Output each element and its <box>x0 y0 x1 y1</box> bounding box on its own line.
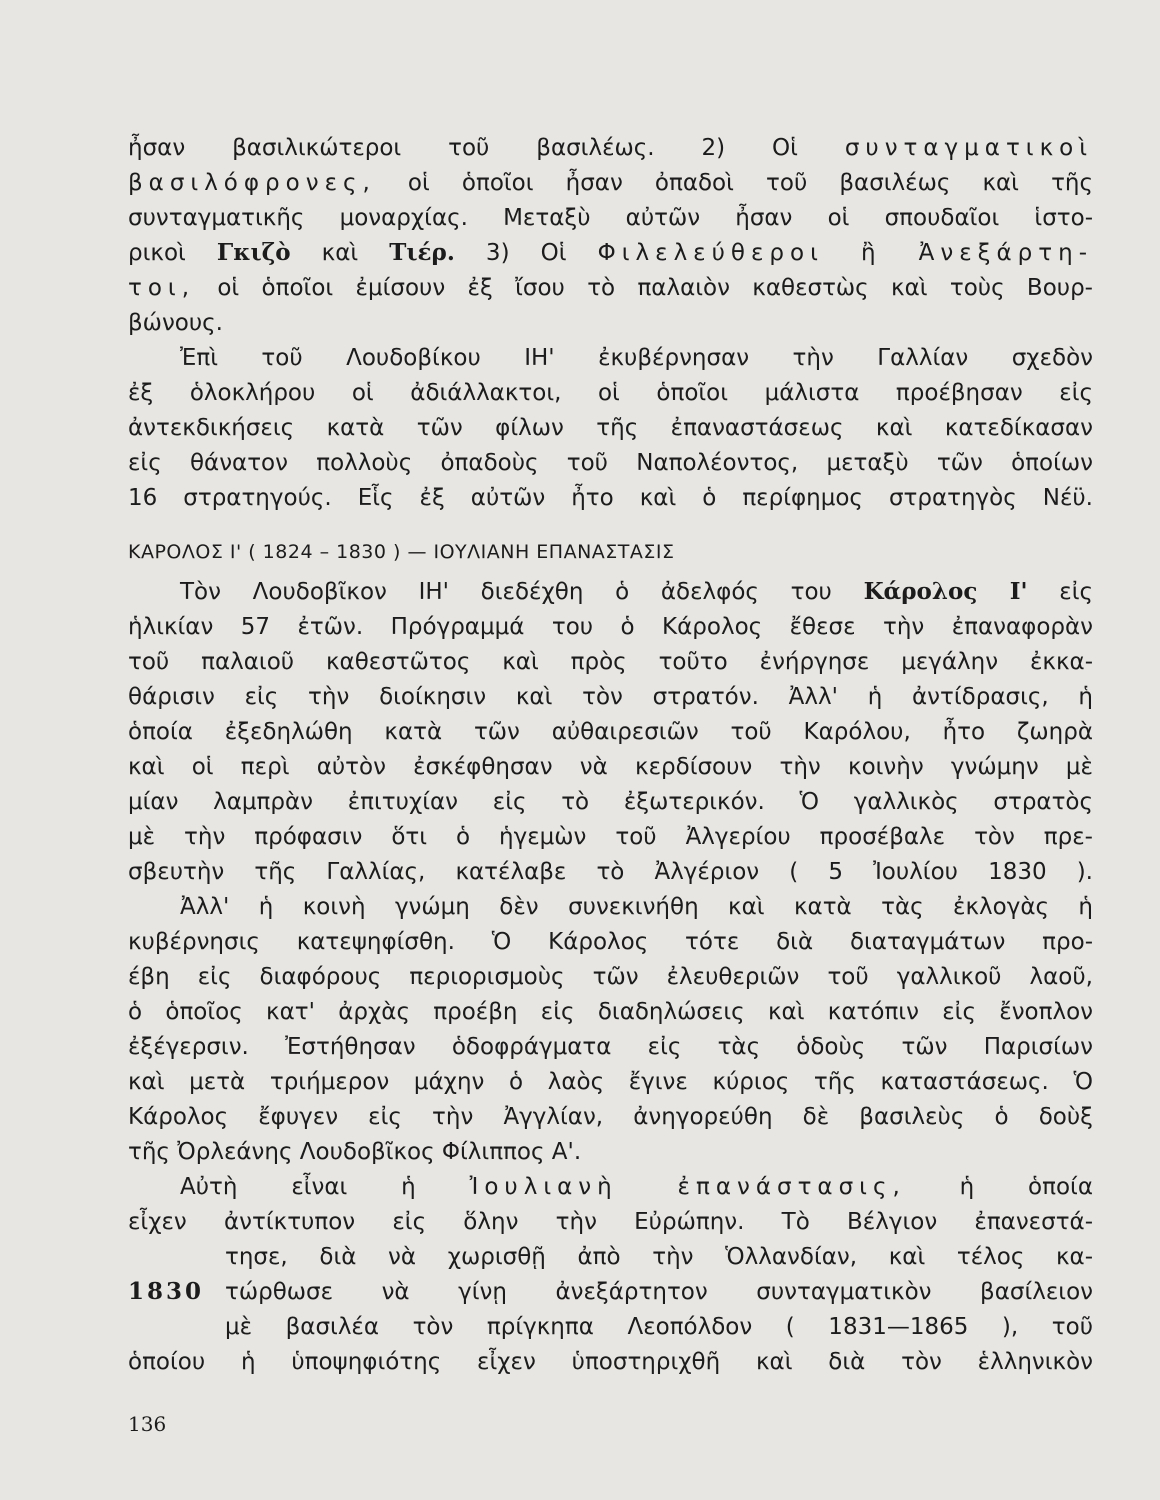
bold-name: Γκιζὸ <box>216 239 291 266</box>
text-line: τῆς Ὀρλεάνης Λουδοβῖκος Φίλιππος Α'. <box>128 1139 582 1165</box>
text-run: οἱ ὁποῖοι ἦσαν ὀπαδοὶ τοῦ βασιλέως καὶ τῆς <box>375 170 1093 196</box>
text-line: καὶ μετὰ τριήμερον μάχην ὁ λαὸς ἔγινε κύριος τῆς καταστάσεως. Ὁ <box>128 1069 1093 1095</box>
text-run: οἱ ὁποῖοι ἐμίσουν ἐξ ἴσου τὸ παλαιὸν καθεστὼς καὶ τοὺς Βουρ- <box>195 275 1093 301</box>
text-line: κυβέρνησις κατεψηφίσθη. Ὁ Κάρολος τότε διὰ διαταγμάτων προ- <box>128 929 1093 955</box>
text-line: τώρθωσε νὰ γίνῃ ἀνεξάρτητον συνταγματικὸν βασίλειον <box>225 1279 1093 1305</box>
text-line <box>128 233 1093 273</box>
text-line: ὁ ὁποῖος κατ' ἀρχὰς προέβη εἰς διαδηλώσεις καὶ κατόπιν εἰς ἔνοπλον <box>128 999 1093 1025</box>
text-line: βώνους. <box>128 310 223 336</box>
text-line: έβη εἰς διαφόρους περιορισμοὺς τῶν ἐλευθεριῶν τοῦ γαλλικοῦ λαοῦ, <box>128 964 1093 990</box>
text-run: καὶ <box>290 240 390 266</box>
text-line: εἶχεν ἀντίκτυπον εἰς ὅλην τὴν Εὐρώπην. Τὸ Βέλγιον ἐπανεστά- <box>128 1209 1093 1235</box>
text-line: συνταγματικῆς μοναρχίας. Μεταξὺ αὐτῶν ἦσαν οἱ σπουδαῖοι ἱστο- <box>128 205 1093 231</box>
text-run: ρικοὶ <box>128 240 217 266</box>
text-line: μὲ βασιλέα τὸν πρίγκηπα Λεοπόλδον ( 1831—1865 ), τοῦ <box>225 1314 1093 1340</box>
spaced-term: Ἰουλιανὴ ἐπανάστασις, <box>469 1174 906 1200</box>
text-run: ἦσαν βασιλικώτεροι τοῦ βασιλέως. 2) Οἱ <box>128 135 845 161</box>
text-line: Κάρολος ἔφυγεν εἰς τὴν Ἀγγλίαν, ἀνηγορεύθη δὲ βασιλεὺς ὁ δοὺξ <box>128 1104 1093 1130</box>
section-heading: ΚΑΡΟΛΟΣ Ι' ( 1824 – 1830 ) — ΙΟΥΛΙΑΝΗ ΕΠΑΝΑΣΤΑΣΙΣ <box>128 541 675 563</box>
page-number: 136 <box>128 1412 167 1436</box>
spaced-term: βασιλόφρονες, <box>128 170 376 196</box>
text-line: ἐξ ὁλοκλήρου οἱ ἀδιάλλακτοι, οἱ ὁποῖοι μάλιστα προέβησαν εἰς <box>128 380 1093 406</box>
text-line: τοῦ παλαιοῦ καθεστῶτος καὶ πρὸς τοῦτο ἐνήργησε μεγάλην ἐκκα- <box>128 649 1093 675</box>
text-line: Ἀλλ' ἡ κοινὴ γνώμη δὲν συνεκινήθη καὶ κατὰ τὰς ἐκλογὰς ἡ <box>180 894 1093 920</box>
text-line: Ἐπὶ τοῦ Λουδοβίκου ΙΗ' ἐκυβέρνησαν τὴν Γαλλίαν σχεδὸν <box>180 345 1093 371</box>
bold-name: Κάρολος Ι' <box>863 578 1028 605</box>
text-line: μίαν λαμπρὰν ἐπιτυχίαν εἰς τὸ ἐξωτερικόν. Ὁ γαλλικὸς στρατὸς <box>128 789 1093 815</box>
spaced-term: τοι, <box>128 275 196 301</box>
text-line: ἀντεκδικήσεις κατὰ τῶν φίλων τῆς ἐπαναστάσεως καὶ κατεδίκασαν <box>128 415 1093 441</box>
text-line: ἐξέγερσιν. Ἐστήθησαν ὁδοφράγματα εἰς τὰς ὁδοὺς τῶν Παρισίων <box>128 1034 1093 1060</box>
text-line: σβευτὴν τῆς Γαλλίας, κατέλαβε τὸ Ἀλγέριον ( 5 Ἰουλίου 1830 ). <box>128 859 1093 885</box>
margin-year-note: 1830 <box>128 1278 205 1305</box>
text-line: 16 στρατηγούς. Εἷς ἐξ αὐτῶν ἦτο καὶ ὁ περίφημος στρατηγὸς Νέϋ. <box>128 485 1093 511</box>
text-line: ὁποίου ἡ ὑποψηφιότης εἶχεν ὑποστηριχθῆ καὶ διὰ τὸν ἑλληνικὸν <box>128 1349 1093 1375</box>
spaced-term: συνταγματικοὶ <box>844 135 1093 161</box>
text-run: εἰς <box>1027 579 1093 605</box>
text-run: Τὸν Λουδοβῖκον ΙΗ' διεδέχθη ὁ ἀδελφός του <box>180 579 864 605</box>
text-line: τησε, διὰ νὰ χωρισθῇ ἀπὸ τὴν Ὁλλανδίαν, καὶ τέλος κα- <box>225 1244 1093 1270</box>
text-line <box>128 128 1093 168</box>
text-line <box>128 1167 1093 1207</box>
text-run: 3) Οἱ <box>454 240 598 266</box>
text-line: καὶ οἱ περὶ αὐτὸν ἐσκέφθησαν νὰ κερδίσουν τὴν κοινὴν γνώμην μὲ <box>128 754 1093 780</box>
text-run: ἡ ὁποία <box>905 1174 1093 1200</box>
text-line <box>128 163 1093 203</box>
text-line: ὁποία ἐξεδηλώθη κατὰ τῶν αὐθαιρεσιῶν τοῦ Καρόλου, ἦτο ζωηρὰ <box>128 719 1093 745</box>
bold-name: Τιέρ. <box>389 239 455 266</box>
text-line: εἰς θάνατον πολλοὺς ὀπαδοὺς τοῦ Ναπολέοντος, μεταξὺ τῶν ὁποίων <box>128 450 1093 476</box>
text-line <box>128 572 1093 612</box>
spaced-term: Φιλελεύθεροι ἢ Ἀνεξάρτη- <box>597 240 1093 266</box>
text-line: ἡλικίαν 57 ἐτῶν. Πρόγραμμά του ὁ Κάρολος ἔθεσε τὴν ἐπαναφορὰν <box>128 614 1093 640</box>
text-run: Αὐτὴ εἶναι ἡ <box>180 1174 470 1200</box>
text-line: μὲ τὴν πρόφασιν ὅτι ὁ ἡγεμὼν τοῦ Ἀλγερίου προσέβαλε τὸν πρε- <box>128 824 1093 850</box>
text-line: θάρισιν εἰς τὴν διοίκησιν καὶ τὸν στρατόν. Ἀλλ' ἡ ἀντίδρασις, ἡ <box>128 684 1093 710</box>
text-line <box>128 268 1093 308</box>
